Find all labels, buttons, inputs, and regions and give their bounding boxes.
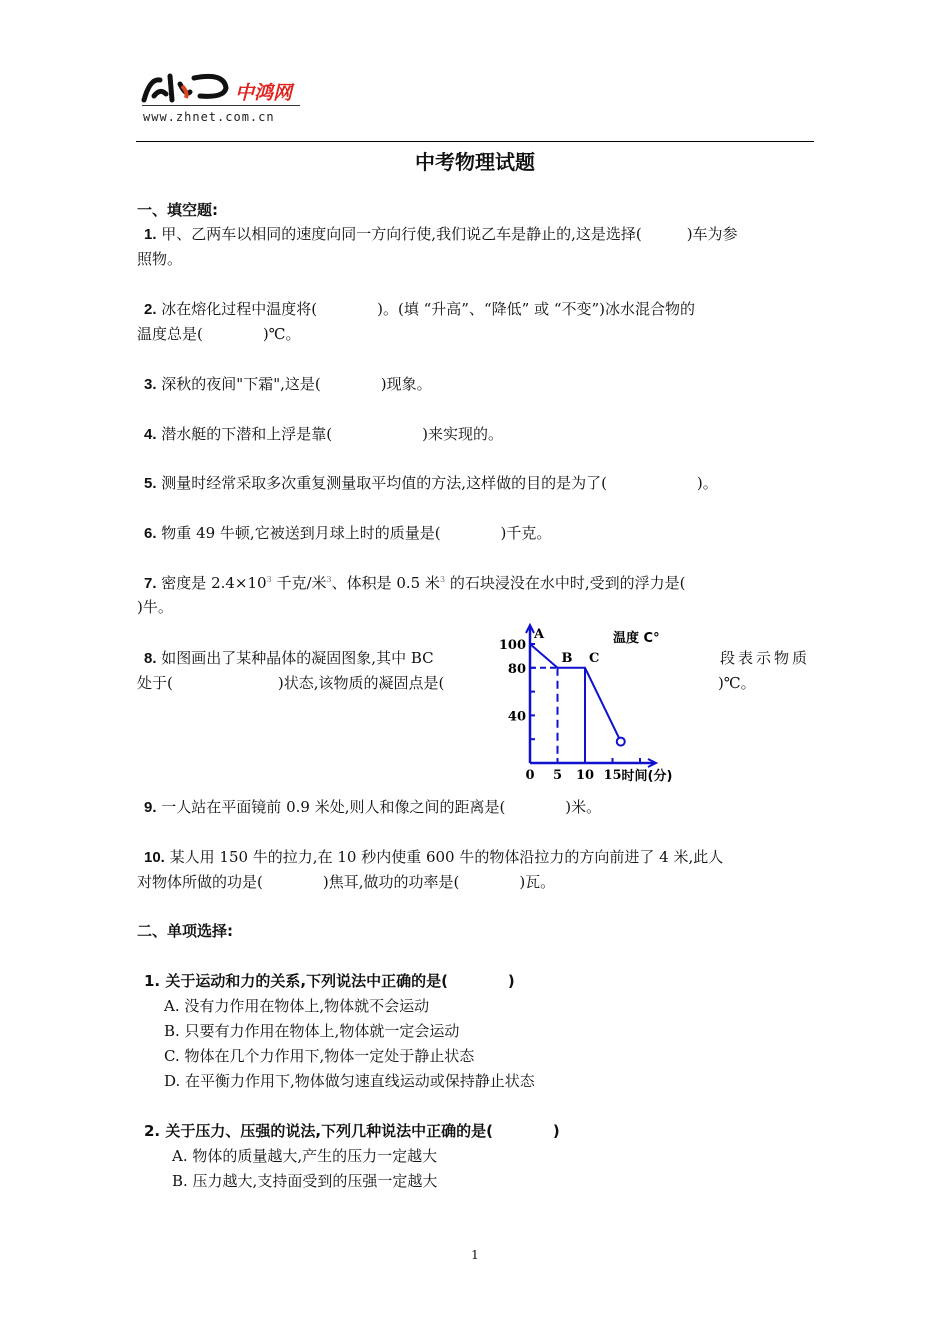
exponent: 3 bbox=[440, 575, 446, 584]
q-text: 甲、乙两车以相同的速度向同一方向行使,我们说乙车是静止的,这是选择( )车为参 bbox=[161, 225, 738, 243]
question-7 bbox=[144, 571, 685, 593]
q-text: 一人站在平面镜前 0.9 米处,则人和像之间的距离是( )米。 bbox=[161, 798, 602, 816]
q-number: 8. bbox=[144, 650, 157, 667]
section-heading: 一、填空题: bbox=[137, 201, 218, 219]
q-number: 4. bbox=[144, 426, 157, 443]
exponent: 3 bbox=[326, 575, 332, 584]
q-number: 5. bbox=[144, 475, 157, 492]
q-number: 7. bbox=[144, 575, 157, 592]
logo-brand: 中鸿网 bbox=[235, 82, 293, 104]
q-text: 深秋的夜间"下霜",这是( )现象。 bbox=[161, 375, 432, 393]
q-text: 的石块浸没在水中时,受到的浮力是( bbox=[445, 574, 686, 592]
logo-url: www.zhnet.com.cn bbox=[143, 110, 275, 124]
q-number: 2. bbox=[144, 301, 157, 318]
point-label: C bbox=[589, 650, 600, 666]
question-9 bbox=[144, 798, 601, 817]
question-3 bbox=[144, 375, 432, 394]
question-5 bbox=[144, 474, 718, 493]
q-text: 如图画出了某种晶体的凝固图象,其中 BC bbox=[161, 649, 434, 667]
solidification-chart bbox=[495, 615, 710, 790]
q-text: 测量时经常采取多次重复测量取平均值的方法,这样做的目的是为了( )。 bbox=[161, 474, 718, 492]
q-text: 密度是 2.4×10 bbox=[161, 574, 267, 592]
q-text: 潜水艇的下潜和上浮是靠( )来实现的。 bbox=[161, 425, 504, 443]
point-label: B bbox=[561, 650, 573, 666]
q-text: )℃。 bbox=[718, 674, 756, 692]
question-10 bbox=[144, 848, 723, 867]
q-number: 9. bbox=[144, 799, 157, 816]
x-tick-label: 15 bbox=[603, 768, 622, 783]
q-number: 3. bbox=[144, 376, 157, 393]
option-d: D. 在平衡力作用下,物体做匀速直线运动或保持静止状态 bbox=[164, 1072, 535, 1090]
question-2 bbox=[144, 300, 695, 319]
q-number: 1. bbox=[144, 972, 161, 990]
x-tick-label: 10 bbox=[575, 768, 595, 783]
q-number: 1. bbox=[144, 226, 157, 243]
choice-question-1 bbox=[144, 972, 515, 990]
option-c: C. 物体在几个力作用下,物体一定处于静止状态 bbox=[164, 1047, 475, 1065]
q-number: 10. bbox=[144, 849, 165, 866]
q-stem: 关于运动和力的关系,下列说法中正确的是( ) bbox=[165, 972, 515, 990]
point-label: A bbox=[534, 627, 545, 642]
end-point bbox=[617, 738, 625, 746]
option-b: B. 压力越大,支持面受到的压强一定越大 bbox=[172, 1172, 438, 1190]
q-text: 温度总是( )℃。 bbox=[137, 325, 301, 343]
q-text: 冰在熔化过程中温度将( )。(填 “升高”、“降低” 或 “不变”)冰水混合物的 bbox=[161, 300, 696, 318]
section-heading: 二、单项选择: bbox=[137, 922, 233, 940]
option-b: B. 只要有力作用在物体上,物体就一定会运动 bbox=[164, 1022, 460, 1040]
option-a: A. 没有力作用在物体上,物体就不会运动 bbox=[164, 997, 430, 1015]
q-text: 对物体所做的功是( )焦耳,做功的功率是( )瓦。 bbox=[137, 873, 556, 891]
question-1 bbox=[144, 225, 738, 244]
q-number: 2. bbox=[144, 1122, 161, 1140]
question-6 bbox=[144, 524, 551, 543]
q-text: 、体积是 0.5 米 bbox=[331, 574, 440, 592]
q-text: )牛。 bbox=[137, 598, 173, 616]
q-text: 千克/米 bbox=[271, 574, 327, 592]
page-title: 中考物理试题 bbox=[415, 150, 535, 174]
data-line bbox=[530, 644, 621, 742]
choice-question-2 bbox=[144, 1122, 560, 1140]
option-a: A. 物体的质量越大,产生的压力一定越大 bbox=[172, 1147, 438, 1165]
question-8 bbox=[144, 649, 434, 668]
logo bbox=[140, 70, 293, 124]
y-tick-label: 40 bbox=[507, 709, 526, 725]
q-text: 物重 49 牛顿,它被送到月球上时的质量是( )千克。 bbox=[161, 524, 552, 542]
q-text: 某人用 150 牛的拉力,在 10 秒内使重 600 牛的物体沿拉力的方向前进了 4 米,此人 bbox=[169, 848, 724, 866]
y-tick-label: 80 bbox=[507, 661, 526, 677]
page-number: 1 bbox=[471, 1248, 479, 1262]
x-tick-label: 5 bbox=[552, 768, 563, 783]
exponent: 3 bbox=[266, 575, 272, 584]
x-tick-label: 0 bbox=[525, 768, 535, 783]
q-text: 照物。 bbox=[137, 250, 183, 268]
q-text: 处于( )状态,该物质的凝固点是( bbox=[137, 674, 445, 692]
x-axis-label: 时间(分) bbox=[621, 769, 673, 784]
chart-title: 温度 C° bbox=[613, 631, 660, 646]
header-rule bbox=[136, 141, 814, 142]
y-tick-label: 100 bbox=[498, 638, 526, 653]
logo-divider bbox=[142, 105, 300, 106]
q-number: 6. bbox=[144, 525, 157, 542]
logo-brush-mark bbox=[140, 70, 230, 104]
question-4 bbox=[144, 425, 503, 444]
q-text: 段表示物质 bbox=[720, 649, 811, 667]
q-stem: 关于压力、压强的说法,下列几种说法中正确的是( ) bbox=[165, 1122, 560, 1140]
